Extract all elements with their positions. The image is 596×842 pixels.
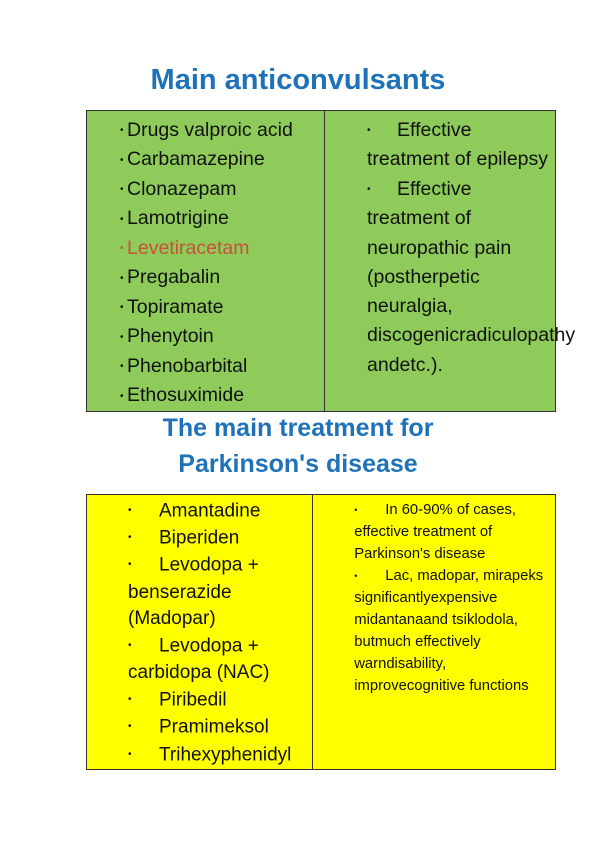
parkinsons-title-line-1: The main treatment for [162, 414, 434, 442]
bullet-icon: • [120, 272, 124, 284]
anticonvulsants-table [86, 110, 576, 412]
bullet-icon: • [120, 243, 124, 255]
bullet-icon: • [120, 302, 124, 314]
parkinsons-drug-list-cell [87, 495, 313, 770]
list-item: Amantadine [159, 500, 261, 522]
anticonvulsant-drug-list [87, 116, 324, 411]
list-item: • Topiramate [120, 293, 324, 322]
anticonvulsants-title: Main anticonvulsants [150, 64, 446, 96]
parkinsons-title [0, 410, 596, 482]
anticonvulsant-drug-list-cell [87, 111, 325, 412]
list-item: Biperiden [159, 527, 240, 549]
bullet-icon: • [128, 640, 132, 652]
bullet-icon: • [120, 331, 124, 343]
bullet-icon: • [128, 694, 132, 706]
list-item: Trihexyphenidyl [159, 744, 292, 766]
bullet-icon: • [120, 125, 124, 137]
bullet-icon: • [120, 361, 124, 373]
list-item: • Ethosuximide [120, 381, 324, 410]
bullet-icon: • [367, 183, 371, 195]
bullet-icon: • [128, 532, 132, 544]
bullet-icon: • [128, 505, 132, 516]
list-item: • Lamotrigine [120, 204, 324, 233]
list-item: • Drugs valproic acid [120, 116, 324, 145]
bullet-icon: • [120, 154, 124, 166]
bullet-icon: • [354, 571, 358, 582]
list-item: • Carbamazepine [120, 145, 324, 174]
bullet-icon: • [120, 390, 124, 402]
bullet-icon: • [120, 184, 124, 196]
effect-neuropathic-pain: Effective treatment of neuropathic pain (postherpetic neuralgia, discogenicradiculopathy andetc.). [367, 177, 576, 376]
parkinsons-table [86, 494, 556, 770]
list-item: Levodopa + carbidopa (NAC) [128, 635, 270, 684]
list-item: • Clonazepam [120, 175, 324, 204]
anticonvulsant-effects-cell [325, 111, 576, 412]
list-item: Piribedil [159, 689, 227, 711]
list-item: • Phenobarbital [120, 352, 324, 381]
parkinsons-drug-list [128, 498, 310, 769]
list-item: • Phenytoin [120, 322, 324, 351]
parkinsons-notes [354, 499, 554, 697]
bullet-icon: • [354, 505, 358, 516]
bullet-icon: • [128, 559, 132, 571]
list-item-highlighted: • Levetiracetam [120, 234, 324, 263]
parkinsons-title-line-2: Parkinson's disease [178, 450, 418, 478]
note-effectiveness: In 60-90% of cases, effective treatment of Parkinson's disease [354, 502, 517, 563]
bullet-icon: • [120, 213, 124, 225]
bullet-icon: • [128, 748, 132, 760]
note-cost-and-effects: Lac, madopar, mirapeks significantlyexpensive midantanaand tsiklodola, butmuch effectively warndisability, improvecognitive functions [354, 568, 544, 695]
bullet-icon: • [367, 125, 371, 137]
list-item: Pramimeksol [159, 716, 269, 738]
parkinsons-notes-cell [313, 495, 556, 770]
bullet-icon: • [128, 721, 132, 733]
effect-epilepsy: Effective treatment of epilepsy [367, 119, 549, 171]
list-item: Levodopa + benserazide (Madopar) [128, 554, 259, 630]
anticonvulsant-effects [367, 116, 576, 380]
list-item: • Pregabalin [120, 263, 324, 292]
